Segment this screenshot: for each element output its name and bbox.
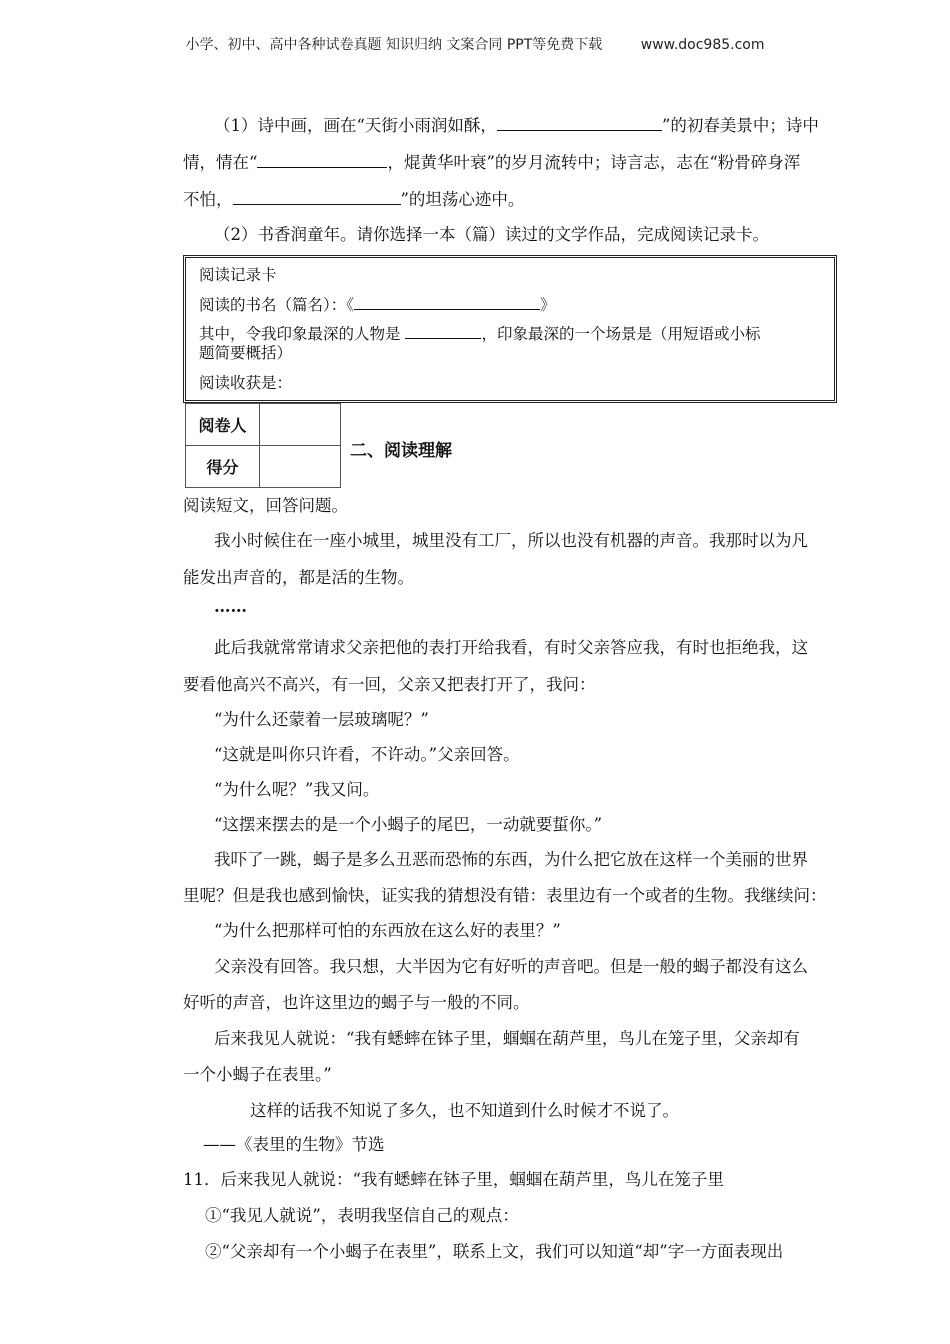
q1-line-1-part-a: （1）诗中画，画在“天街小雨润如酥， bbox=[214, 116, 497, 135]
q1-line-2-part-a: 情，情在“ bbox=[183, 153, 258, 172]
passage-p1-line-1: 我小时候住在一座小城里，城里没有工厂，所以也没有机器的声音。我那时以为凡 bbox=[214, 531, 808, 550]
card-title: 阅读记录卡 bbox=[199, 266, 277, 284]
character-blank[interactable] bbox=[405, 321, 481, 339]
score-table bbox=[185, 403, 341, 488]
book-title-blank[interactable] bbox=[354, 292, 540, 310]
q1-line-3-part-b: ”的坦荡心迹中。 bbox=[400, 190, 525, 209]
passage-p1-line-2: 能发出声音的，都是活的生物。 bbox=[183, 568, 414, 587]
question-11-stem: 11．后来我见人就说：“我有蟋蟀在钵子里，蝈蝈在葫芦里，鸟儿在笼子里 bbox=[183, 1170, 724, 1189]
page-header bbox=[0, 34, 950, 54]
card-scene-label: ，印象最深的一个场景是（用短语或小标 bbox=[481, 325, 761, 343]
header-text: 小学、初中、高中各种试卷真题 知识归纳 文案合同 PPT等免费下载 bbox=[185, 37, 603, 53]
fill-blank-1[interactable] bbox=[497, 113, 662, 131]
passage-instruction: 阅读短文，回答问题。 bbox=[183, 496, 348, 515]
dialogue-3: “为什么呢？”我又问。 bbox=[214, 780, 380, 799]
card-book-row bbox=[199, 292, 556, 315]
q1-line-3 bbox=[183, 186, 524, 210]
q1-line-1 bbox=[214, 112, 819, 136]
question-11-sub-1: ①“我见人就说”，表明我坚信自己的观点： bbox=[205, 1206, 519, 1225]
section-title: 二、阅读理解 bbox=[350, 441, 452, 461]
q1-line-2 bbox=[183, 149, 800, 173]
passage-ellipsis: …… bbox=[214, 597, 247, 616]
q1-line-3-part-a: 不怕， bbox=[183, 190, 233, 209]
passage-p2-line-1: 此后我就常常请求父亲把他的表打开给我看，有时父亲答应我，有时也拒绝我，这 bbox=[214, 638, 808, 657]
q1-line-2-part-b: ，焜黄华叶衰”的岁月流转中；诗言志，志在“粉骨碎身浑 bbox=[387, 153, 801, 172]
passage-p2-line-2: 要看他高兴不高兴，有一回，父亲又把表打开了，我问： bbox=[183, 675, 596, 694]
dialogue-2: “这就是叫你只许看，不许动。”父亲回答。 bbox=[214, 745, 520, 764]
q2-intro: （2）书香润童年。请你选择一本（篇）读过的文学作品，完成阅读记录卡。 bbox=[214, 225, 769, 244]
score-cell[interactable] bbox=[260, 446, 341, 488]
card-scene-hint: 题简要概括） bbox=[199, 344, 293, 362]
reviewer-label: 阅卷人 bbox=[186, 404, 260, 446]
passage-p5-line-2: 一个小蝎子在表里。” bbox=[183, 1065, 332, 1084]
fill-blank-3[interactable] bbox=[233, 187, 401, 205]
score-label: 得分 bbox=[186, 446, 260, 488]
card-gain: 阅读收获是： bbox=[199, 374, 293, 392]
reviewer-cell[interactable] bbox=[260, 404, 341, 446]
passage-p4-line-1: 父亲没有回答。我只想，大半因为它有好听的声音吧。但是一般的蝎子都没有这么 bbox=[214, 957, 808, 976]
fill-blank-2[interactable] bbox=[257, 150, 387, 168]
card-book-label: 阅读的书名（篇名）：《 bbox=[199, 296, 355, 314]
passage-p3-line-1: 我吓了一跳，蝎子是多么丑恶而恐怖的东西，为什么把它放在这样一个美丽的世界 bbox=[214, 850, 808, 869]
passage-p4-line-2: 好听的声音，也许这里边的蝎子与一般的不同。 bbox=[183, 993, 530, 1012]
passage-p6: 这样的话我不知说了多久，也不知道到什么时候才不说了。 bbox=[250, 1101, 679, 1120]
card-book-end: 》 bbox=[540, 296, 556, 314]
passage-source: ——《表里的生物》节选 bbox=[203, 1135, 385, 1154]
passage-p5-line-1: 后来我见人就说：“我有蟋蟀在钵子里，蝈蝈在葫芦里，鸟儿在笼子里，父亲却有 bbox=[214, 1029, 800, 1048]
header-site: www.doc985.com bbox=[640, 37, 765, 53]
q1-line-1-part-b: ”的初春美景中；诗中 bbox=[661, 116, 819, 135]
card-character-label: 其中，令我印象最深的人物是 bbox=[199, 325, 401, 343]
dialogue-5: “为什么把那样可怕的东西放在这么好的表里？” bbox=[214, 921, 561, 940]
reading-record-card bbox=[183, 255, 837, 403]
dialogue-4: “这摆来摆去的是一个小蝎子的尾巴，一动就要蜇你。” bbox=[214, 815, 603, 834]
dialogue-1: “为什么还蒙着一层玻璃呢？” bbox=[214, 710, 429, 729]
question-11-sub-2: ②“父亲却有一个小蝎子在表里”，联系上文，我们可以知道“却”字一方面表现出 bbox=[205, 1242, 784, 1261]
passage-p3-line-2: 里呢？但是我也感到愉快，证实我的猜想没有错：表里边有一个或者的生物。我继续问： bbox=[183, 886, 827, 905]
